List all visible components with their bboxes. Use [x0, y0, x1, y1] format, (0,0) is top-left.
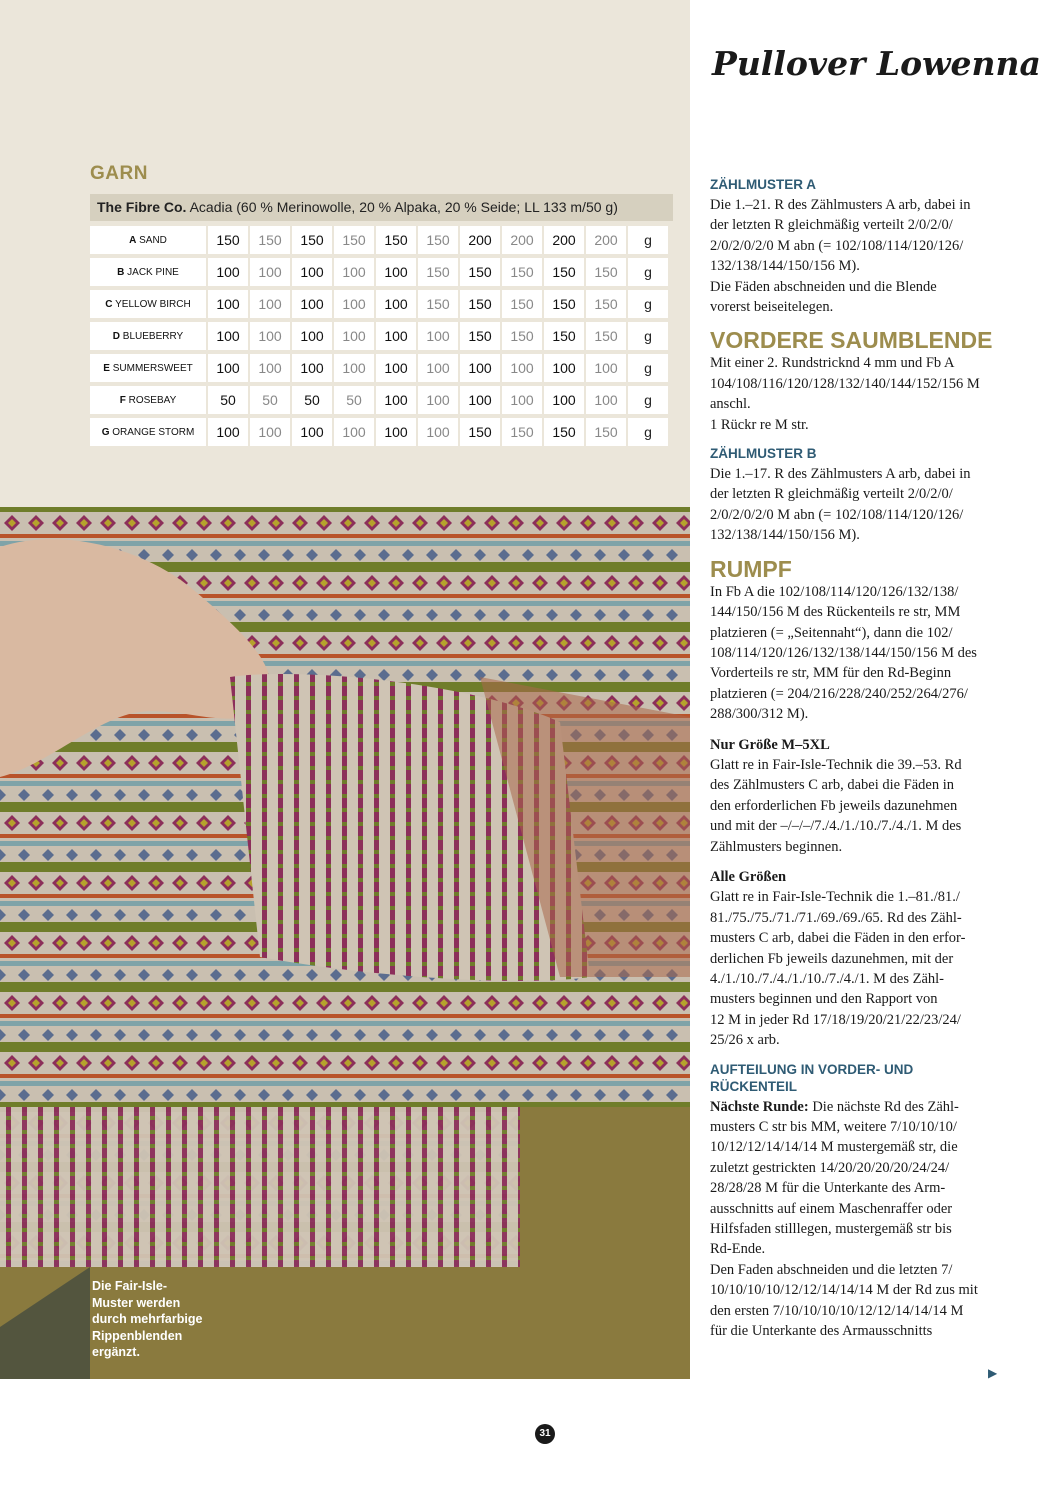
section-vordere-saumblende [710, 327, 1010, 435]
yarn-row [90, 290, 668, 318]
yarn-amount-cell: 150 [334, 226, 374, 254]
aufteilung-heading: AUFTEILUNG IN VORDER- UND RÜCKENTEIL [710, 1061, 914, 1094]
yarn-amount-cell: 150 [502, 290, 542, 318]
yarn-amount-cell: 100 [376, 386, 416, 414]
vordere-saumblende-text: Mit einer 2. Rundstricknd 4 mm und Fb A 104/108/116/120/128/132/140/144/152/156 M anschl. 1 Rückr re M str. [710, 355, 980, 433]
yarn-amount-cell: 100 [292, 322, 332, 350]
yarn-amount-cell: 200 [502, 226, 542, 254]
yarn-amount-cell: 150 [586, 290, 626, 318]
section-aufteilung [710, 1061, 1010, 1342]
yarn-amount-cell: 100 [418, 386, 458, 414]
yarn-amount-cell: 100 [334, 418, 374, 446]
yarn-amount-cell: 150 [208, 226, 248, 254]
yarn-color-label: SUMMERSWEET [112, 362, 193, 374]
yarn-color-letter: G [101, 426, 110, 438]
rumpf-heading: RUMPF [710, 555, 792, 582]
yarn-amount-cell: 100 [460, 354, 500, 382]
yarn-row [90, 226, 668, 254]
yarn-row [90, 258, 668, 286]
yarn-color-name [90, 386, 206, 414]
yarn-amount-cell: 100 [460, 386, 500, 414]
yarn-unit-cell: g [628, 322, 668, 350]
yarn-amount-cell: 150 [544, 322, 584, 350]
yarn-amount-cell: 150 [544, 290, 584, 318]
yarn-color-letter: D [112, 330, 121, 342]
zaehlmuster-a-heading: ZÄHLMUSTER A [710, 177, 816, 192]
rumpf-text: In Fb A die 102/108/114/120/126/132/138/ 144/150/156 M des Rückenteils re str, MM platzieren (= „Seitennaht“), dann die 102/ 108/114/120/126/132/138/144/150/156 M des Vorderteils re str, MM für den Rd-Beginn platzieren (= 204/216/228/240/252/264/276/ 288/300/312 M). [710, 583, 977, 723]
yarn-color-name [90, 418, 206, 446]
yarn-unit-cell: g [628, 418, 668, 446]
yarn-amount-cell: 100 [544, 354, 584, 382]
nur-groesse-text: Glatt re in Fair-Isle-Technik die 39.–53. Rd des Zählmusters C arb, dabei die Fäden in den erforderlichen Fb jeweils dazunehmen und mit der –/–/–/7./4./1./10./7./4./1. M des Zählmusters beginnen. [710, 756, 962, 855]
yarn-amount-cell: 100 [502, 354, 542, 382]
continue-arrow-icon: ▶ [988, 1366, 998, 1380]
yarn-amount-cell: 150 [418, 226, 458, 254]
yarn-amount-cell: 150 [376, 226, 416, 254]
yarn-amount-cell: 150 [586, 418, 626, 446]
yarn-amount-cell: 100 [502, 386, 542, 414]
yarn-amount-cell: 100 [376, 418, 416, 446]
yarn-color-letter: E [103, 362, 110, 374]
yarn-color-label: BLUEBERRY [122, 330, 184, 342]
yarn-color-name [90, 322, 206, 350]
sweater-photo [0, 507, 690, 1379]
yarn-amount-cell: 100 [250, 290, 290, 318]
zaehlmuster-a-text: Die 1.–21. R des Zählmusters A arb, dabei in der letzten R gleichmäßig verteilt 2/0/2/0/ 2/0/2/0/2/0 M abn (= 102/108/114/120/126/ 132/138/144/150/156 M). Die Fäden abschneiden und die Blende vorerst beiseitelegen. [710, 197, 971, 316]
yarn-color-letter: F [119, 394, 126, 406]
page-title: Pullover Lowenna [712, 44, 1041, 83]
yarn-amount-cell: 100 [208, 418, 248, 446]
yarn-amount-cell: 150 [418, 258, 458, 286]
alle-groessen-heading: Alle Größen [710, 868, 787, 885]
yarn-amount-cell: 150 [460, 418, 500, 446]
yarn-amount-cell: 150 [544, 418, 584, 446]
yarn-row [90, 354, 668, 382]
yarn-amount-cell: 200 [586, 226, 626, 254]
yarn-row [90, 418, 668, 446]
yarn-amount-cell: 200 [460, 226, 500, 254]
yarn-unit-cell: g [628, 386, 668, 414]
alle-groessen-text: Glatt re in Fair-Isle-Technik die 1.–81./81./ 81./75./75./71./71./69./69./65. Rd des Zähl- musters C arb, dabei die Fäden in den erfor- derlichen Fb jeweils dazunehmen, mit der 4./1./10./7./4./1./10./7./4./1. M des Zähl- musters beginnen und den Rapport von 12 M in jeder Rd 17/18/19/20/21/22/23/24/ 25/26 x arb. [710, 889, 966, 1049]
yarn-color-letter: A [129, 234, 137, 246]
yarn-amount-cell: 100 [418, 418, 458, 446]
yarn-brand: The Fibre Co. [97, 199, 187, 215]
yarn-color-name [90, 226, 206, 254]
yarn-amount-cell: 100 [250, 354, 290, 382]
yarn-amount-cell: 100 [208, 322, 248, 350]
photo-caption: Die Fair-Isle- Muster werden durch mehrfarbige Rippenblenden ergänzt. [92, 1279, 203, 1359]
section-zaehlmuster-a [710, 176, 1010, 317]
yarn-row [90, 386, 668, 414]
garn-heading: GARN [90, 163, 148, 184]
yarn-color-name [90, 290, 206, 318]
instructions-column [710, 168, 1010, 1352]
yarn-amount-cell: 150 [460, 290, 500, 318]
yarn-color-label: SAND [139, 234, 167, 246]
yarn-amount-cell: 200 [544, 226, 584, 254]
aufteilung-body: Die nächste Rd des Zähl- musters C str bis MM, weitere 7/10/10/10/ 10/12/12/14/14/14 M mustergemäß str, die zuletzt gestrickten 14/20/20/20/20/24/24/ 28/28/28 M für die Unterkante des Arm- ausschnitts auf einem Maschenraffer oder Hilfsfaden stilllegen, mustergemäß str bis Rd-Ende. Den Faden abschneiden und die letzten 7/ 10/10/10/10/12/12/14/14/14 M der Rd zus mit den ersten 7/10/10/10/10/12/12/14/14/14 M für die Unterkante des Armausschnitts [710, 1098, 978, 1340]
section-zaehlmuster-b [710, 445, 1010, 546]
yarn-amount-cell: 100 [250, 322, 290, 350]
yarn-description [90, 194, 673, 221]
aufteilung-lead: Nächste Runde: [710, 1098, 809, 1115]
yarn-amount-cell: 50 [292, 386, 332, 414]
yarn-amount-cell: 100 [250, 418, 290, 446]
yarn-color-name [90, 354, 206, 382]
yarn-amount-cell: 100 [418, 322, 458, 350]
yarn-unit-cell: g [628, 354, 668, 382]
yarn-unit-cell: g [628, 226, 668, 254]
yarn-amount-cell: 150 [460, 258, 500, 286]
yarn-amount-cell: 100 [208, 290, 248, 318]
zaehlmuster-b-heading: ZÄHLMUSTER B [710, 446, 817, 462]
yarn-amount-cell: 150 [502, 322, 542, 350]
yarn-amount-cell: 100 [292, 290, 332, 318]
yarn-amount-cell: 150 [502, 418, 542, 446]
yarn-color-letter: C [105, 298, 113, 310]
yarn-amount-cell: 50 [250, 386, 290, 414]
yarn-amount-cell: 150 [586, 322, 626, 350]
yarn-color-name [90, 258, 206, 286]
yarn-amount-cell: 100 [292, 418, 332, 446]
yarn-amount-cell: 150 [586, 258, 626, 286]
yarn-amount-cell: 100 [334, 290, 374, 318]
yarn-color-label: YELLOW BIRCH [115, 298, 191, 310]
yarn-amount-cell: 100 [376, 354, 416, 382]
nur-groesse-heading: Nur Größe M–5XL [710, 736, 830, 753]
yarn-amount-cell: 150 [460, 322, 500, 350]
yarn-amount-cell: 100 [208, 258, 248, 286]
yarn-amount-cell: 150 [292, 226, 332, 254]
vordere-saumblende-heading: VORDERE SAUMBLENDE [710, 327, 993, 354]
section-rumpf [710, 556, 1010, 1051]
yarn-color-label: JACK PINE [127, 266, 179, 278]
yarn-amount-cell: 100 [292, 354, 332, 382]
yarn-row [90, 322, 668, 350]
yarn-amount-cell: 100 [292, 258, 332, 286]
aufteilung-text [710, 1097, 1010, 1342]
yarn-amount-cell: 150 [418, 290, 458, 318]
sweater-photo-illustration [0, 507, 690, 1379]
yarn-amount-cell: 100 [376, 322, 416, 350]
yarn-composition: Acadia (60 % Merinowolle, 20 % Alpaka, 20 % Seide; LL 133 m/50 g) [186, 199, 618, 215]
yarn-unit-cell: g [628, 290, 668, 318]
yarn-amount-cell: 150 [502, 258, 542, 286]
yarn-amount-cell: 150 [250, 226, 290, 254]
yarn-amount-cell: 50 [334, 386, 374, 414]
yarn-color-label: ORANGE STORM [112, 426, 195, 438]
yarn-amount-cell: 100 [208, 354, 248, 382]
yarn-amount-cell: 50 [208, 386, 248, 414]
yarn-amount-cell: 100 [334, 258, 374, 286]
yarn-amount-cell: 150 [544, 258, 584, 286]
zaehlmuster-b-text: Die 1.–17. R des Zählmusters A arb, dabei in der letzten R gleichmäßig verteilt 2/0/2/0/ 2/0/2/0/2/0 M abn (= 102/108/114/120/126/ 132/138/144/150/156 M). [710, 466, 971, 544]
yarn-table [88, 222, 670, 450]
yarn-amount-cell: 100 [334, 322, 374, 350]
yarn-amount-cell: 100 [334, 354, 374, 382]
yarn-color-label: ROSEBAY [128, 394, 177, 406]
yarn-amount-cell: 100 [250, 258, 290, 286]
yarn-amount-cell: 100 [418, 354, 458, 382]
yarn-amount-cell: 100 [376, 290, 416, 318]
page-number: 31 [535, 1424, 555, 1444]
yarn-amount-cell: 100 [586, 386, 626, 414]
yarn-amount-cell: 100 [544, 386, 584, 414]
yarn-unit-cell: g [628, 258, 668, 286]
yarn-color-letter: B [117, 266, 125, 278]
yarn-amount-cell: 100 [586, 354, 626, 382]
yarn-amount-cell: 100 [376, 258, 416, 286]
